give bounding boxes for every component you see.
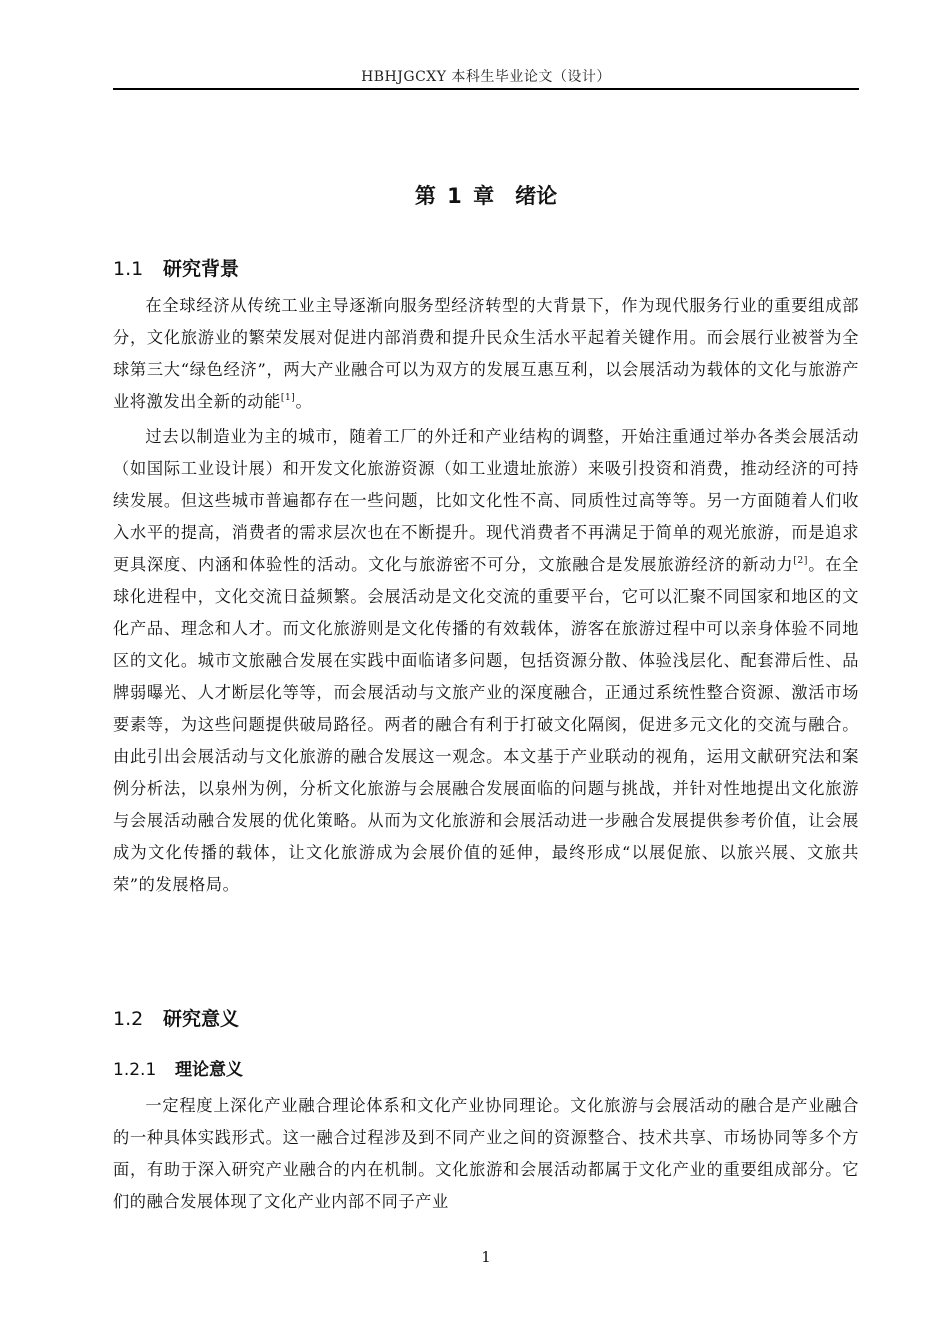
chapter-title: 第 1 章 绪论 — [414, 184, 558, 208]
paragraph-background-1 — [113, 290, 859, 418]
section-title: 研究意义 — [163, 1008, 240, 1030]
paragraph-theory-1 — [113, 1090, 859, 1218]
paragraph-text: 在全球经济从传统工业主导逐渐向服务型经济转型的大背景下，作为现代服务行业的重要组成部分，文化旅游业的繁荣发展对促进内部消费和提升民众生活水平起着关键作用。而会展行业被誉为全球第三大“绿色经济”，两大产业融合可以为双方的发展互惠互利，以会展活动为载体的文化与旅游产业将激发出全新的动能 — [113, 296, 859, 411]
section-heading-1-1 — [113, 254, 239, 281]
subsection-title: 理论意义 — [175, 1060, 243, 1080]
subsection-number: 1.2.1 — [113, 1060, 157, 1080]
paragraph-background-2 — [113, 421, 859, 901]
page-number: 1 — [481, 1248, 491, 1266]
section-title: 研究背景 — [163, 258, 240, 280]
paragraph-text-end: 。 — [295, 392, 313, 411]
paragraph-text: 一定程度上深化产业融合理论体系和文化产业协同理论。文化旅游与会展活动的融合是产业融合的一种具体实践形式。这一融合过程涉及到不同产业之间的资源整合、技术共享、市场协同等多个方面，有助于深入研究产业融合的内在机制。文化旅游和会展活动都属于文化产业的重要组成部分。它们的融合发展体现了文化产业内部不同子产业 — [113, 1096, 859, 1211]
section-number: 1.1 — [113, 258, 144, 280]
paragraph-text: 过去以制造业为主的城市，随着工厂的外迁和产业结构的调整，开始注重通过举办各类会展活动（如国际工业设计展）和开发文化旅游资源（如工业遗址旅游）来吸引投资和消费，推动经济的可持续发展。但这些城市普遍都存在一些问题，比如文化性不高、同质性过高等等。另一方面随着人们收入水平的提高，消费者的需求层次也在不断提升。现代消费者不再满足于简单的观光旅游，而是追求更具深度、内涵和体验性的活动。文化与旅游密不可分，文旅融合是发展旅游经济的新动力 — [113, 427, 859, 574]
page-header: HBHJGCXY 本科生毕业论文（设计） — [361, 69, 611, 85]
section-heading-1-2 — [113, 1004, 239, 1031]
citation-ref: [2] — [793, 556, 808, 566]
citation-ref: [1] — [280, 393, 296, 403]
header-rule — [113, 88, 859, 90]
subsection-heading-1-2-1 — [113, 1055, 243, 1080]
section-number: 1.2 — [113, 1008, 144, 1030]
paragraph-text-continued: 。在全球化进程中，文化交流日益频繁。会展活动是文化交流的重要平台，它可以汇聚不同国家和地区的文化产品、理念和人才。而文化旅游则是文化传播的有效载体，游客在旅游过程中可以亲身体验不同地区的文化。城市文旅融合发展在实践中面临诸多问题，包括资源分散、体验浅层化、配套滞后性、品牌弱曝光、人才断层化等等，而会展活动与文旅产业的深度融合，正通过系统性整合资源、激活市场要素等，为这些问题提供破局路径。两者的融合有利于打破文化隔阂，促进多元文化的交流与融合。由此引出会展活动与文化旅游的融合发展这一观念。本文基于产业联动的视角，运用文献研究法和案例分析法，以泉州为例，分析文化旅游与会展融合发展面临的问题与挑战，并针对性地提出文化旅游与会展活动融合发展的优化策略。从而为文化旅游和会展活动进一步融合发展提供参考价值，让会展成为文化传播的载体，让文化旅游成为会展价值的延伸，最终形成“以展促旅、以旅兴展、文旅共荣”的发展格局。 — [113, 555, 859, 894]
